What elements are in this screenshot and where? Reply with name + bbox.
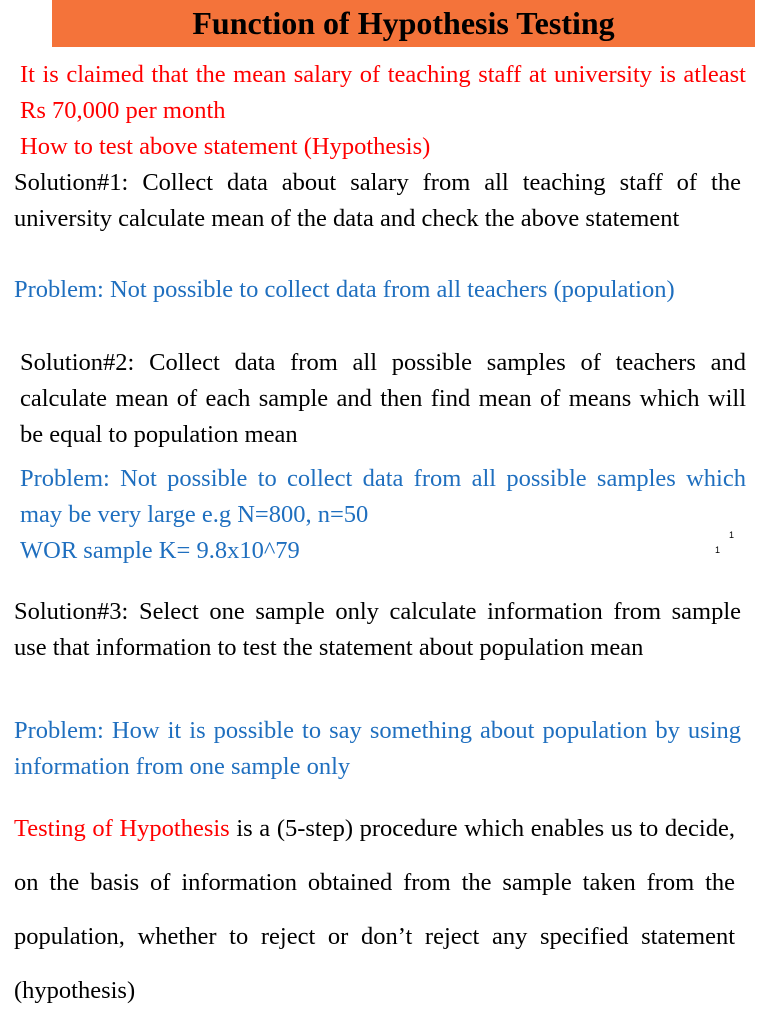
question-text: How to test above statement (Hypothesis)	[20, 133, 431, 160]
definition-term: Testing of Hypothesis	[14, 815, 230, 842]
solution-3: Solution#3: Select one sample only calculate information from sample use that information to test the statement about population mean	[14, 598, 741, 661]
problem-2-wor-sample: WOR sample K= 9.8x10^79	[20, 537, 300, 564]
title-banner	[52, 0, 755, 47]
problem-1: Problem: Not possible to collect data from all teachers (population)	[14, 276, 675, 303]
claim-text: It is claimed that the mean salary of teaching staff at university is atleast Rs 70,000 per month	[20, 61, 746, 124]
problem-2-text: Problem: Not possible to collect data from all possible samples which may be very large e.g N=800, n=50	[20, 465, 746, 528]
problem-2	[20, 461, 746, 569]
page-number: 1	[715, 545, 721, 555]
definition-text: is a (5-step) procedure which enables us to decide, on the basis of information obtained from the sample taken from the population, whether to reject or don’t reject any specified statement (hypothesis)	[14, 815, 735, 1004]
page-number-superscript: 1	[729, 530, 735, 540]
claim-paragraph	[20, 57, 746, 165]
definition-paragraph	[14, 802, 735, 1018]
solution-2: Solution#2: Collect data from all possible samples of teachers and calculate mean of each sample and then find mean of means which will be equal to population mean	[20, 349, 746, 448]
solution-1: Solution#1: Collect data about salary from all teaching staff of the university calculate mean of the data and check the above statement	[14, 169, 741, 232]
problem-3: Problem: How it is possible to say something about population by using information from one sample only	[14, 717, 741, 780]
page-title: Function of Hypothesis Testing	[192, 5, 615, 41]
